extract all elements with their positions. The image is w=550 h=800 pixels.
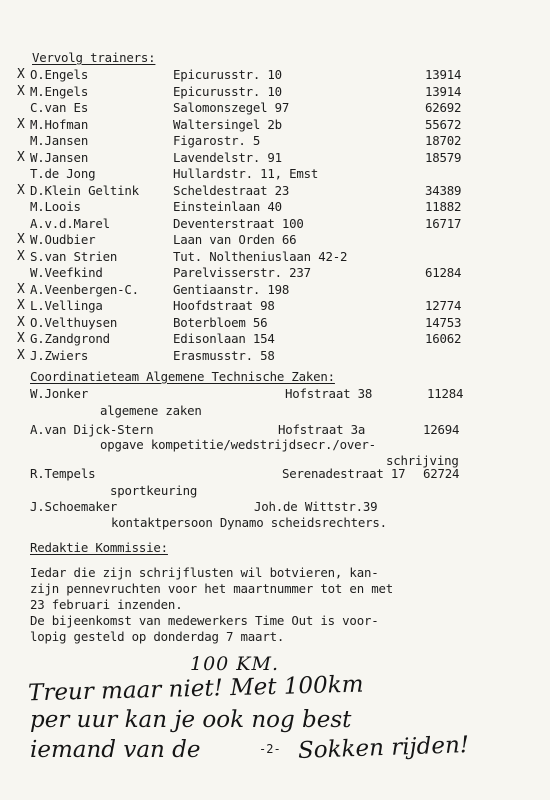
editorial-line: De bijeenkomst van medewerkers Time Out is voor- [30,613,379,628]
trainer-phone: 16062 [425,331,462,346]
trainer-name: M.Hofman [30,117,89,132]
check-mark: X [17,348,25,363]
trainer-name: J.Zwiers [30,348,89,363]
page-number: -2- [259,742,281,756]
contact-phone: 12694 [423,422,460,437]
trainer-street: Einsteinlaan 40 [173,199,282,214]
trainer-street: Waltersingel 2b [173,117,282,132]
trainer-phone: 12774 [425,298,462,313]
trainer-phone: 62692 [425,100,462,115]
trainer-street: Parelvisserstr. 237 [173,265,311,280]
trainer-street: Epicurusstr. 10 [173,84,282,99]
contact-name: A.van Dijck-Stern [30,422,154,437]
trainer-street: Salomonszegel 97 [173,100,290,115]
contact-role: opgave kompetitie/wedstrijdsecr./over- [100,437,376,452]
trainer-street: Epicurusstr. 10 [173,67,282,82]
contact-role-continued: schrijving [386,453,459,468]
trainer-phone: 55672 [425,117,462,132]
trainer-street: Lavendelstr. 91 [173,150,282,165]
trainer-street: Figarostr. 5 [173,133,261,148]
editorial-line: lopig gesteld op donderdag 7 maart. [30,629,285,644]
trainer-street: Laan van Orden 66 [173,232,297,247]
check-mark: X [17,298,25,313]
trainer-name: A.v.d.Marel [30,216,110,231]
handwritten-note-line: iemand van de [30,737,201,763]
trainer-phone: 13914 [425,84,462,99]
check-mark: X [17,249,25,264]
contact-phone: 62724 [423,466,460,481]
editorial-heading: Redaktie Kommissie: [30,540,168,555]
trainer-name: M.Loois [30,199,81,214]
editorial-line: 23 februari inzenden. [30,597,183,612]
contact-address: Hofstraat 3a [278,422,366,437]
trainer-street: Tut. Noltheniuslaan 42-2 [173,249,348,264]
handwritten-speed: 100 KM. [190,653,279,675]
trainer-phone: 18579 [425,150,462,165]
contact-name: W.Jonker [30,386,89,401]
trainer-name: C.van Es [30,100,89,115]
trainer-phone: 18702 [425,133,462,148]
trainer-street: Hoofdstraat 98 [173,298,275,313]
trainer-name: M.Engels [30,84,89,99]
contact-address: Hofstraat 38 [285,386,373,401]
check-mark: X [17,282,25,297]
trainer-phone: 61284 [425,265,462,280]
trainer-name: O.Engels [30,67,89,82]
trainer-street: Scheldestraat 23 [173,183,290,198]
handwritten-note-line: Sokken rijden! [297,732,470,764]
trainer-name: T.de Jong [30,166,96,181]
check-mark: X [17,232,25,247]
contact-role: kontaktpersoon Dynamo scheidsrechters. [111,515,387,530]
check-mark: X [17,331,25,346]
trainer-name: G.Zandgrond [30,331,110,346]
trainer-name: L.Vellinga [30,298,103,313]
trainer-street: Hullardstr. 11, Emst [173,166,319,181]
trainer-street: Edisonlaan 154 [173,331,275,346]
trainer-street: Erasmusstr. 58 [173,348,275,363]
check-mark: X [17,315,25,330]
contact-name: J.Schoemaker [30,499,118,514]
trainer-name: W.Oudbier [30,232,96,247]
check-mark: X [17,67,25,82]
trainer-phone: 13914 [425,67,462,82]
trainer-street: Deventerstraat 100 [173,216,304,231]
trainer-street: Gentiaanstr. 198 [173,282,290,297]
contact-role: sportkeuring [110,483,198,498]
trainer-name: D.Klein Geltink [30,183,139,198]
contact-address: Serenadestraat 17 [282,466,406,481]
trainer-phone: 11882 [425,199,462,214]
coordination-heading: Coordinatieteam Algemene Technische Zaken: [30,369,335,384]
check-mark: X [17,117,25,132]
trainer-phone: 34389 [425,183,462,198]
trainer-name: A.Veenbergen-C. [30,282,139,297]
check-mark: X [17,84,25,99]
handwritten-note-line: Treur maar niet! Met 100km [27,671,364,707]
trainer-name: W.Jansen [30,150,89,165]
handwritten-note-line: per uur kan je ook nog best [30,707,352,733]
trainer-name: M.Jansen [30,133,89,148]
trainer-name: W.Veefkind [30,265,103,280]
trainer-street: Boterbloem 56 [173,315,268,330]
contact-name: R.Tempels [30,466,96,481]
editorial-line: zijn pennevruchten voor het maartnummer tot en met [30,581,393,596]
contact-role: algemene zaken [100,403,202,418]
check-mark: X [17,150,25,165]
check-mark: X [17,183,25,198]
contact-phone: 11284 [427,386,464,401]
contact-address: Joh.de Wittstr.39 [254,499,378,514]
trainer-name: O.Velthuysen [30,315,118,330]
trainer-name: S.van Strien [30,249,118,264]
editorial-line: Iedar die zijn schrijflusten wil botvieren, kan- [30,565,379,580]
trainer-phone: 14753 [425,315,462,330]
trainer-phone: 16717 [425,216,462,231]
trainers-heading: Vervolg trainers: [32,50,156,65]
